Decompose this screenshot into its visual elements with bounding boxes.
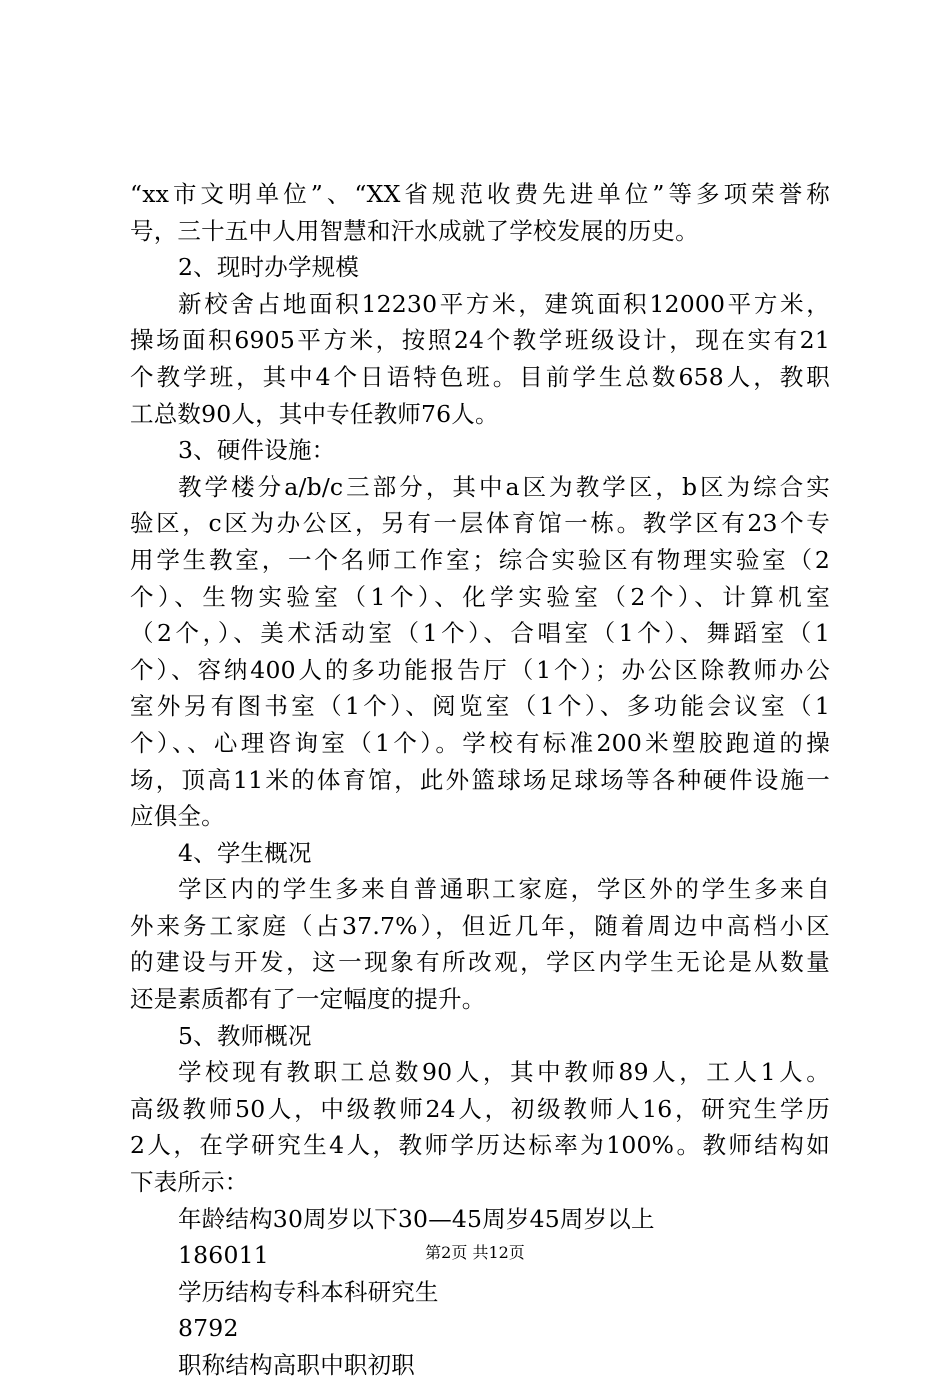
document-line: 3、硬件设施：: [178, 436, 336, 465]
document-line: 个教学班，其中4个日语特色班。目前学生总数658人，教职: [130, 362, 830, 391]
document-line: 年龄结构30周岁以下30—45周岁45周岁以上: [178, 1204, 655, 1233]
document-line: 新校舍占地面积12230平方米，建筑面积12000平方米，: [178, 289, 830, 318]
document-line: 教学楼分a/b/c三部分，其中a区为教学区，b区为综合实: [178, 472, 830, 501]
document-line: 职称结构高职中职初职: [178, 1351, 415, 1379]
document-line: 工总数90人，其中专任教师76人。: [130, 399, 499, 428]
document-line: 下表所示：: [130, 1168, 249, 1197]
document-line: 学校现有教职工总数90人，其中教师89人，工人1人。: [178, 1058, 830, 1087]
document-line: 个）、容纳400人的多功能报告厅（1个）；办公区除教师办公: [130, 655, 830, 684]
document-line: 学历结构专科本科研究生: [178, 1277, 439, 1306]
document-line: 4、学生概况: [178, 838, 312, 867]
document-line: 2、现时办学规模: [178, 253, 360, 282]
document-line: 学区内的学生多来自普通职工家庭，学区外的学生多来自: [178, 875, 830, 904]
page-footer: 第2页 共12页: [425, 1243, 525, 1262]
document-line: 号，三十五中人用智慧和汗水成就了学校发展的历史。: [130, 216, 699, 245]
document-body: [130, 176, 832, 1384]
document-line: 8792: [178, 1314, 239, 1343]
document-line: 个）、、心理咨询室（1个）。学校有标准200米塑胶跑道的操: [130, 728, 830, 757]
document-line: 的建设与开发，这一现象有所改观，学区内学生无论是从数量: [130, 948, 830, 977]
document-line: 5、教师概况: [178, 1021, 312, 1050]
document-line: 验区，c区为办公区，另有一层体育馆一栋。教学区有23个专: [130, 509, 830, 538]
document-line: 室外另有图书室（1个）、阅览室（1个）、多功能会议室（1: [130, 692, 830, 721]
document-line: 2人，在学研究生4人，教师学历达标率为100%。教师结构如: [130, 1131, 830, 1160]
document-line: “xx市文明单位”、“XX省规范收费先进单位”等多项荣誉称: [130, 180, 830, 208]
document-line: 个）、生物实验室（1个）、化学实验室（2个）、计算机室: [130, 582, 830, 611]
document-line: 186011: [178, 1241, 269, 1270]
document-line: 用学生教室，一个名师工作室；综合实验区有物理实验室（2: [130, 545, 830, 574]
document-line: 外来务工家庭（占37.7%），但近几年，随着周边中高档小区: [130, 911, 830, 940]
document-line: 操场面积6905平方米，按照24个教学班级设计，现在实有21: [130, 326, 830, 355]
document-line: （2个，）、美术活动室（1个）、合唱室（1个）、舞蹈室（1: [130, 619, 830, 648]
document-line: 场，顶高11米的体育馆，此外篮球场足球场等各种硬件设施一: [130, 765, 830, 794]
document-line: 还是素质都有了一定幅度的提升。: [130, 985, 486, 1014]
document-line: 高级教师50人，中级教师24人，初级教师人16，研究生学历: [130, 1094, 830, 1123]
document-line: 应俱全。: [130, 802, 225, 831]
